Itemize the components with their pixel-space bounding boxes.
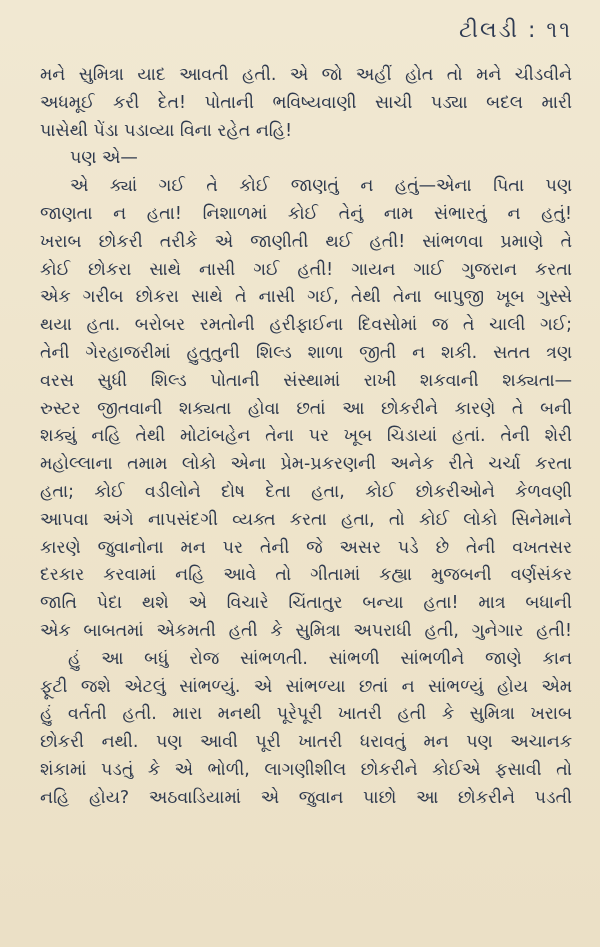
text-line: અધમૂઈ કરી દેત! પોતાની ભવિષ્યવાણી સાચી પડ્યા બદલ મારી (40, 92, 572, 113)
text-line: શંકામાં પડતું કે એ ભોળી, લાગણીશીલ છોકરીને કોઈએ ફસાવી તો (40, 759, 572, 780)
text-line: રુસ્ટર જીતવાની શક્યતા હોવા છતાં આ છોકરીને કારણે તે બની (40, 398, 572, 419)
text-line: જાતિ પેદા થશે એ વિચારે ચિંતાતુર બન્યા હતા! માત્ર બધાની (40, 593, 572, 614)
text-line: આપવા અંગે નાપસંદગી વ્યક્ત કરતા હતા, તો કોઈ લોકો સિનેમાને (40, 509, 572, 530)
text-line: ફૂટી જશે એટલું સાંભળ્યું. એ સાંભળ્યા છતાં ન સાંભળ્યું હોય એમ (40, 676, 572, 697)
text-line: હું વર્તતી હતી. મારા મનથી પૂરેપૂરી ખાતરી હતી કે સુમિત્રા ખરાબ (40, 704, 572, 725)
text-line: હું આ બધું રોજ સાંભળતી. સાંભળી સાંભળીને જાણે કાન (68, 648, 572, 669)
text-line: થયા હતા. બરોબર રમતોની હરીફાઈના દિવસોમાં જ તે ચાલી ગઈ; (40, 315, 572, 336)
text-line: મહોલ્લાના તમામ લોકો એના પ્રેમ-પ્રકરણની અનેક રીતે ચર્ચા કરતા (40, 454, 572, 475)
text-line: પાસેથી પેંડા પડાવ્યા વિના રહેત નહિ! (40, 120, 293, 141)
text-line: પણ એ— (70, 148, 138, 169)
text-line: મને સુમિત્રા યાદ આવતી હતી. એ જો અહીં હોત તો મને ચીડવીને (40, 65, 572, 85)
text-line: હતા; કોઈ વડીલોને દોષ દેતા હતા, કોઈ છોકરીઓને કેળવણી (40, 481, 572, 502)
text-line: ખરાબ છોકરી તરીકે એ જાણીતી થઈ હતી! સાંભળવા પ્રમાણે તે (40, 231, 572, 252)
text-line: શક્યું નહિ તેથી મોટાંબહેન તેના પર ખૂબ ચિડાયાં હતાં. તેની શેરી (40, 426, 572, 447)
page-header: ટીલડી : ૧૧ (458, 18, 572, 43)
text-line: તેની ગેરહાજરીમાં હુતુતુની શિલ્ડ શાળા જીતી ન શકી. સતત ત્રણ (40, 342, 572, 363)
text-line: નહિ હોય? અઠવાડિયામાં એ જુવાન પાછો આ છોકરીને પડતી (40, 787, 572, 808)
page-body (40, 62, 572, 813)
text-line: એક ગરીબ છોકરા સાથે તે નાસી ગઈ, તેથી તેના બાપુજી ખૂબ ગુસ્સે (40, 287, 572, 308)
text-line: છોકરી નથી. પણ આવી પૂરી ખાતરી ધરાવતું મન પણ અચાનક (40, 732, 572, 753)
text-line: કારણે જુવાનોના મન પર તેની જે અસર પડે છે તેની વખતસર (40, 537, 572, 558)
text-line: જાણતા ન હતા! નિશાળમાં કોઈ તેનું નામ સંભારતું ન હતું! (40, 203, 572, 224)
text-line: એ ક્યાં ગઈ તે કોઈ જાણતું ન હતું—એના પિતા પણ (70, 176, 572, 197)
text-line: એક બાબતમાં એકમતી હતી કે સુમિત્રા અપરાધી હતી, ગુનેગાર હતી! (40, 620, 572, 641)
text-line: વરસ સુધી શિલ્ડ પોતાની સંસ્થામાં રાખી શકવાની શક્યતા— (40, 370, 572, 391)
text-line: દરકાર કરવામાં નહિ આવે તો ગીતામાં કહ્યા મુજબની વર્ણસંકર (40, 565, 572, 586)
text-line: કોઈ છોકરા સાથે નાસી ગઈ હતી! ગાયન ગાઈ ગુજરાન કરતા (40, 259, 572, 280)
